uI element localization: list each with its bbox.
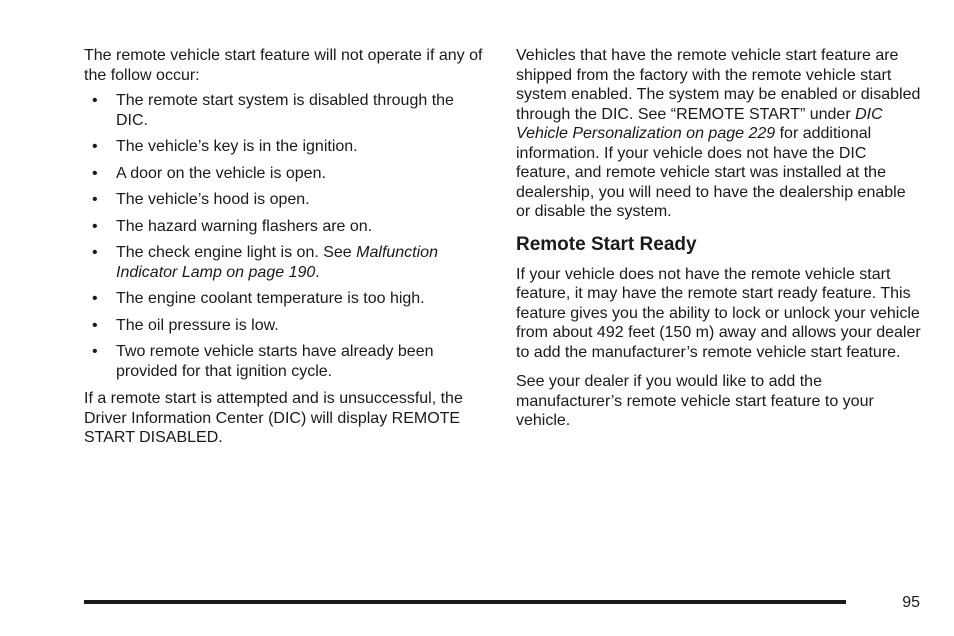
- paragraph-text-end: for additional information. If your vehicle does not have the DIC feature, and remote vehicle start was installed at the dealership, you will need to have the dealership enable or disable the system.: [516, 125, 906, 220]
- bullet-icon: •: [92, 164, 98, 182]
- factory-enabled-paragraph: [516, 46, 921, 222]
- bullet-icon: •: [92, 138, 98, 155]
- footer-rule: [84, 600, 846, 604]
- paragraph-text: Vehicles that have the remote vehicle start feature are shipped from the factory with the remote vehicle start system enabled. The system may be enabled or disabled through the DIC. See “REMOTE START” under: [516, 47, 921, 123]
- bullet-icon: •: [92, 290, 98, 307]
- bullet-icon: •: [92, 92, 98, 109]
- dealer-paragraph: See your dealer if you would like to add the manufacturer’s remote vehicle start feature to your vehicle.: [516, 373, 874, 429]
- list-item: [84, 217, 484, 237]
- cross-reference-link: Malfunction Indicator Lamp on page 190: [116, 244, 438, 281]
- conditions-list: [84, 91, 484, 381]
- list-item-text: The oil pressure is low.: [116, 316, 279, 334]
- bullet-icon: •: [92, 244, 98, 261]
- list-item: [84, 243, 484, 282]
- page-number: 95: [902, 594, 920, 611]
- list-item-text: The check engine light is on. See: [116, 244, 357, 261]
- bullet-icon: •: [92, 191, 98, 208]
- bullet-icon: •: [92, 316, 98, 334]
- list-item: [84, 190, 484, 210]
- list-item-text: Two remote vehicle starts have already been provided for that ignition cycle.: [116, 343, 434, 380]
- list-item: [84, 137, 484, 157]
- list-item: [84, 91, 484, 130]
- list-item: [84, 289, 484, 309]
- list-item-text: The engine coolant temperature is too high.: [116, 290, 425, 307]
- bullet-icon: •: [92, 343, 98, 360]
- list-item-text: A door on the vehicle is open.: [116, 164, 326, 182]
- list-item: [84, 316, 484, 336]
- list-item-text: The vehicle’s key is in the ignition.: [116, 138, 358, 155]
- list-item-text: The remote start system is disabled through the DIC.: [116, 92, 454, 129]
- list-item: [84, 342, 484, 381]
- bullet-icon: •: [92, 217, 98, 235]
- section-heading: Remote Start Ready: [516, 233, 697, 255]
- intro-paragraph: The remote vehicle start feature will not operate if any of the follow occur:: [84, 47, 483, 84]
- closing-paragraph: If a remote start is attempted and is unsuccessful, the Driver Information Center (DIC) will display REMOTE START DISABLED.: [84, 390, 463, 446]
- list-item-text: The vehicle’s hood is open.: [116, 191, 310, 208]
- cross-reference-link: DIC Vehicle Personalization on page 229: [516, 105, 883, 142]
- list-item-text: The hazard warning flashers are on.: [116, 217, 373, 235]
- right-column: [516, 46, 921, 431]
- list-item: [84, 164, 484, 184]
- remote-start-ready-paragraph: If your vehicle does not have the remote vehicle start feature, it may have the remote start ready feature. This feature gives you the ability to lock or unlock your vehicle from about 492 feet (150 m) away and allows your dealer to add the manufacturer’s remote vehicle start feature.: [516, 265, 921, 361]
- list-item-text-end: .: [315, 263, 320, 281]
- left-column: [84, 46, 484, 448]
